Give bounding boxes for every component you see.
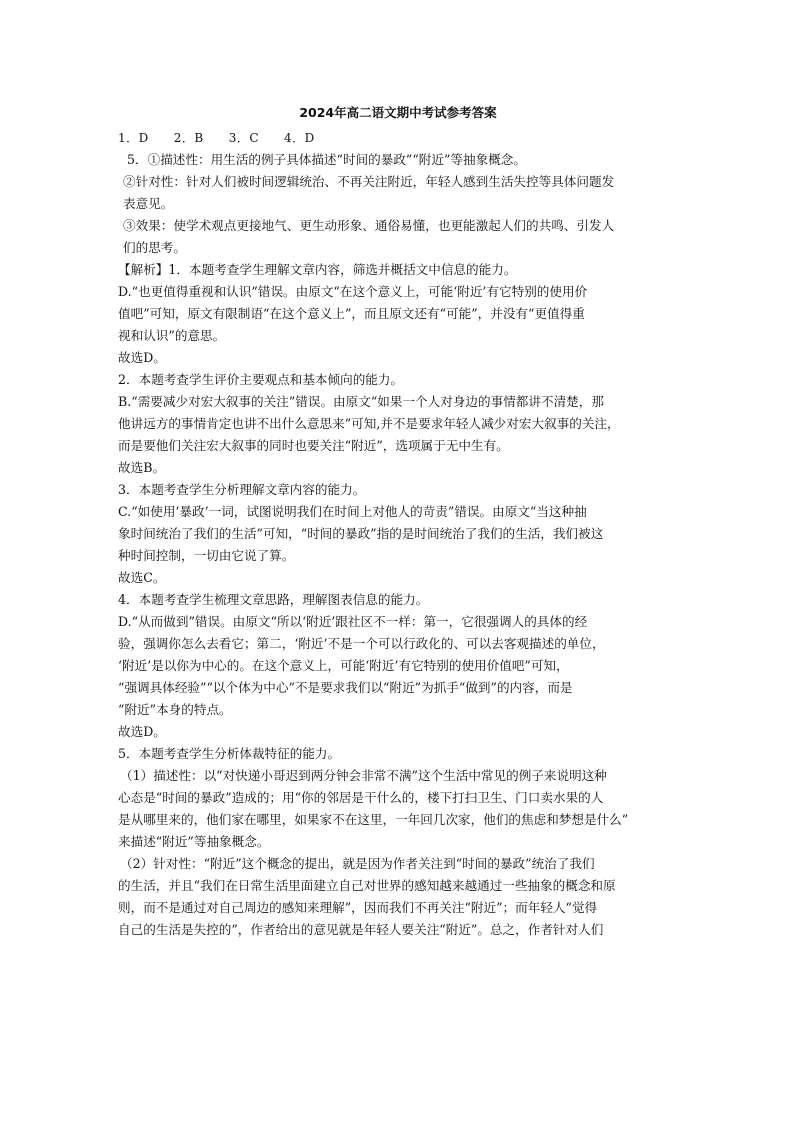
text-line: 而是要他们关注宏大叙事的同时也要关注“附近”，选项属于无中生有。 — [118, 438, 509, 453]
text-line: 故选C。 — [118, 570, 166, 585]
text-line: D.“从而做到”错误。由原文“所以‘附近’跟社区不一样：第一，它很强调人的具体的经 — [118, 614, 588, 629]
text-line: ②针对性：针对人们被时间逻辑统治、不再关注附近，年轻人感到生活失控等具体问题发 — [123, 174, 615, 189]
text-line: 验，强调你怎么去看它；第二，‘附近’不是一个可以行政化的、可以去客观描述的单位， — [118, 636, 605, 651]
text-line: 【解析】1．本题考查学生理解文章内容，筛选并概括文中信息的能力。 — [118, 262, 517, 277]
text-line: B.“需要减少对宏大叙事的关注”错误。由原文“如果一个人对身边的事情都讲不清楚，那 — [118, 394, 604, 409]
text-line: 4．本题考查学生梳理文章思路，理解图表信息的能力。 — [118, 592, 429, 607]
text-line: “强调具体经验”“以个体为中心”不是要求我们以“附近”为抓手“做到”的内容，而是 — [118, 680, 573, 695]
text-line: 象时间统治了我们的生活”可知，“时间的暴政”指的是时间统治了我们的生活，我们被这 — [118, 526, 604, 541]
text-line: 们的思考。 — [123, 240, 186, 255]
text-line: 2．本题考查学生评价主要观点和基本倾向的能力。 — [118, 372, 404, 387]
text-line: 5．①描述性：用生活的例子具体描述“时间的暴政”“附近”等抽象概念。 — [127, 152, 526, 167]
text-line: 心态是“时间的暴政”造成的；用“你的邻居是干什么的，楼下打扫卫生、门口卖水果的人 — [118, 790, 604, 805]
text-line: 故选D。 — [118, 350, 166, 365]
text-line: ‘附近’是以你为中心的。在这个意义上，可能‘附近’有它特别的使用价值吧”可知， — [118, 658, 569, 673]
text-line: 他讲远方的事情肯定也讲不出什么意思来”可知,并不是要求年轻人减少对宏大叙事的关注， — [118, 416, 620, 431]
text-line: 故选B。 — [118, 460, 166, 475]
text-line: 来描述“附近”等抽象概念。 — [118, 834, 270, 849]
text-line: 则，而不是通过对自己周边的感知来理解”，因而我们不再关注“附近”；而年轻人“觉得 — [118, 900, 598, 915]
text-line: 的生活，并且“我们在日常生活里面建立自己对世界的感知越来越通过一些抽象的概念和原 — [118, 878, 616, 893]
text-line: “附近”本身的特点。 — [118, 702, 232, 717]
text-line: 种时间控制，一切由它说了算。 — [118, 548, 295, 563]
answer-body — [118, 127, 678, 941]
text-line: ③效果：使学术观点更接地气、更生动形象、通俗易懂，也更能激起人们的共鸣、引发人 — [123, 218, 615, 233]
text-line: 3．本题考查学生分析理解文章内容的能力。 — [118, 482, 366, 497]
text-line: C.“如使用‘暴政’一词，试图说明我们在时间上对他人的苛责”错误。由原文“当这种抽 — [118, 504, 587, 519]
text-line: （2）针对性：“附近”这个概念的提出，就是因为作者关注到“时间的暴政”统治了我们 — [120, 856, 595, 871]
text-line: 自己的生活是失控的”，作者给出的意见就是年轻人要关注“附近”。总之，作者针对人们 — [118, 922, 604, 937]
text-line: 视和认识”的意思。 — [118, 328, 226, 343]
text-line: 表意见。 — [123, 196, 174, 211]
text-line: 是从哪里来的，他们家在哪里，如果家不在这里，一年回几次家，他们的焦虑和梦想是什么” — [118, 812, 629, 827]
text-line: D.“也更值得重视和认识”错误。由原文“在这个意义上，可能‘附近’有它特别的使用价 — [118, 284, 588, 299]
answer-key-page — [118, 104, 678, 941]
page-title: 2024年高二语文期中考试参考答案 — [299, 105, 497, 120]
text-line: 5．本题考查学生分析体裁特征的能力。 — [118, 746, 341, 761]
text-line: （1）描述性：以“对快递小哥迟到两分钟会非常不满”这个生活中常见的例子来说明这种 — [120, 768, 607, 783]
text-line: 1．D 2．B 3．C 4．D — [118, 131, 315, 145]
text-line: 值吧”可知，原文有限制语“在这个意义上”，而且原文还有“可能”，并没有“更值得重 — [118, 306, 585, 321]
text-line: 故选D。 — [118, 724, 166, 739]
